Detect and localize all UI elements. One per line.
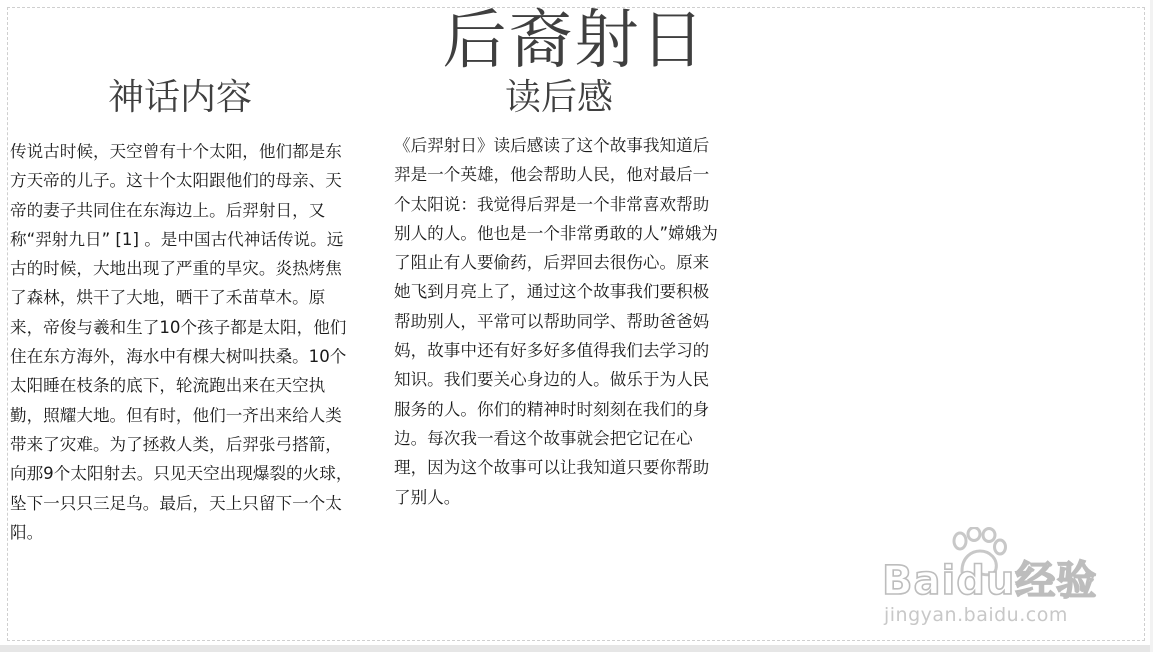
reflection-text: 《后羿射日》读后感读了这个故事我知道后羿是一个英雄，他会帮助人民，他对最后一个太阳说：我觉得后羿是一个非常喜欢帮助别人的人。他也是一个非常勇敢的人”嫦娥为了阻止有人要偷药，后羿回去很伤心。原来她飞到月亮上了，通过这个故事我们要积极帮助别人，平常可以帮助同学、帮助爸爸妈妈，故事中还有好多好多值得我们去学习的知识。我们要关心身边的人。做乐于为人民服务的人。你们的精神时时刻刻在我们的身边。每次我一看这个故事就会把它记在心理，因为这个故事可以让我知道只要你帮助了别人。	[394, 136, 718, 507]
watermark-url: jingyan.baidu.com	[884, 604, 1068, 626]
watermark-brand: Baidu经验	[882, 558, 1098, 604]
baidu-jingyan-watermark	[882, 527, 1097, 632]
myth-content-text: 传说古时候，天空曾有十个太阳，他们都是东方天帝的儿子。这十个太阳跟他们的母亲、天帝的妻子共同住在东海边上。后羿射日，又称“羿射九日” [1] 。是中国古代神话传说。远古的时候，大地出现了严重的旱灾。炎热烤焦了森林，烘干了大地，晒干了禾苗草木。原来，帝俊与羲和生了10个孩子都是太阳，他们住在东方海外，海水中有棵大树叫扶桑。10个太阳睡在枝条的底下，轮流跑出来在天空执勤，照耀大地。但有时，他们一齐出来给人类带来了灾难。为了拯救人类，后羿张弓搭箭，向那9个太阳射去。只见天空出现爆裂的火球，坠下一只只三足乌。最后，天上只留下一个太阳。	[10, 142, 353, 542]
left-column-heading: 神话内容	[108, 77, 253, 118]
right-column-heading: 读后感	[505, 77, 614, 118]
slide-title: 后裔射日	[442, 4, 707, 78]
slide-bottom-edge	[0, 645, 1153, 652]
